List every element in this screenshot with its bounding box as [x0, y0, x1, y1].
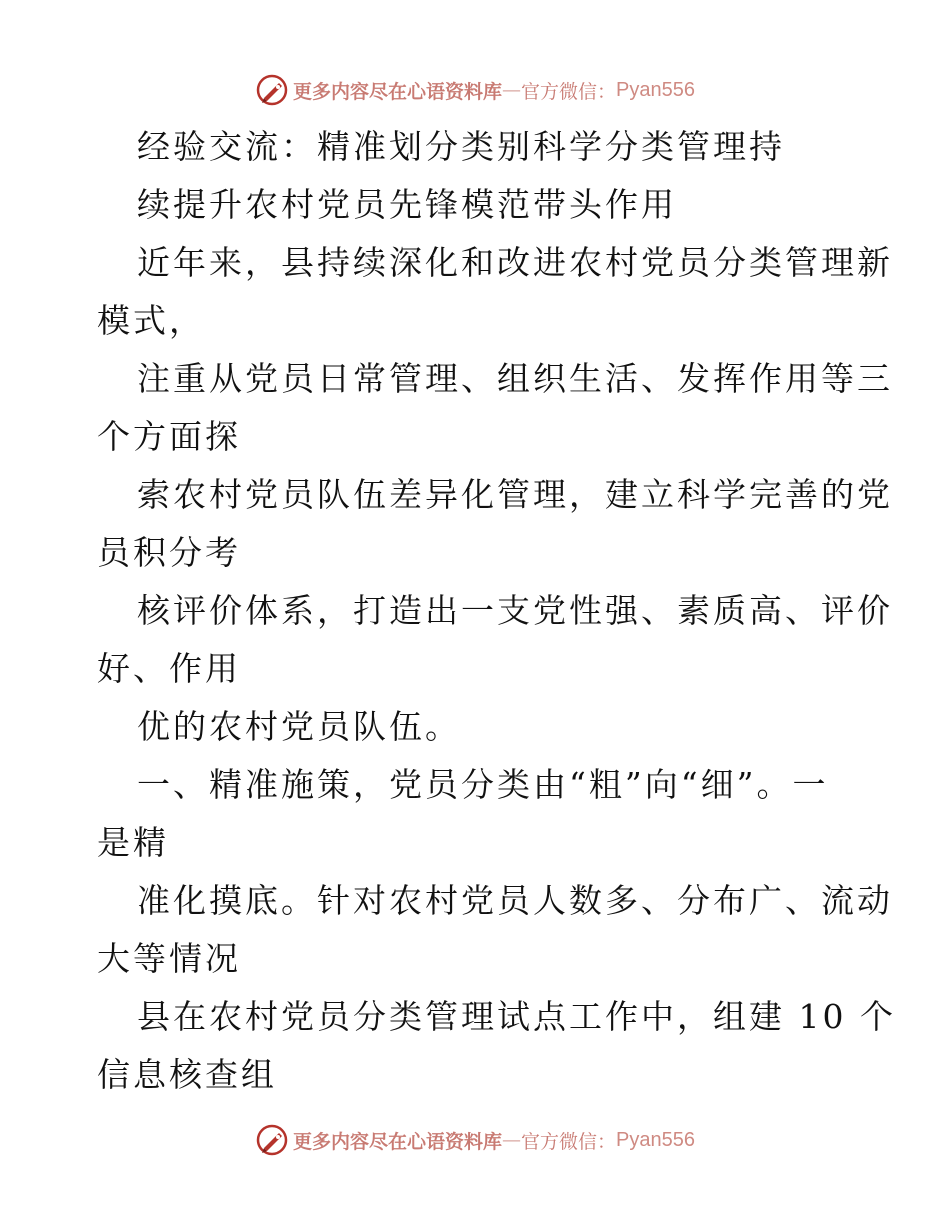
paragraph-line: 近年来，县持续深化和改进农村党员分类管理新 [137, 243, 893, 282]
banner-brand-text: 更多内容尽在心语资料库 [293, 80, 503, 103]
paragraph-line: 员积分考 [97, 533, 241, 572]
header-banner [0, 70, 950, 110]
paragraph-line: 优的农村党员队伍。 [137, 707, 461, 746]
banner-brand-text: 更多内容尽在心语资料库 [293, 1130, 503, 1153]
paragraph-line: 大等情况 [97, 939, 241, 978]
banner-wechat-id: Pyan556 [616, 78, 695, 101]
paragraph-line: 一、精准施策，党员分类由“粗”向“细”。一 [137, 765, 829, 804]
paragraph-line: 个方面探 [97, 417, 241, 456]
footer-banner [0, 1120, 950, 1160]
document-body [97, 118, 896, 1104]
paragraph-line: 注重从党员日常管理、组织生活、发挥作用等三 [137, 359, 893, 398]
banner-dash: — [502, 1129, 522, 1151]
paragraph-line: 索农村党员队伍差异化管理，建立科学完善的党 [137, 475, 893, 514]
pen-logo-icon [255, 1123, 289, 1157]
banner-wechat-label: 官方微信： [521, 80, 617, 103]
paragraph-line: 信息核查组 [97, 1055, 277, 1094]
paragraph-line: 模式， [97, 301, 205, 340]
paragraph-line: 好、作用 [97, 649, 241, 688]
pen-logo-icon [255, 73, 289, 107]
paragraph-line: 准化摸底。针对农村党员人数多、分布广、流动 [137, 881, 893, 920]
title-line-2: 续提升农村党员先锋模范带头作用 [137, 185, 677, 224]
paragraph-line: 县在农村党员分类管理试点工作中，组建 10 个 [137, 997, 896, 1036]
banner-wechat-id: Pyan556 [616, 1128, 695, 1151]
paragraph-line: 是精 [97, 823, 169, 862]
paragraph-line: 核评价体系，打造出一支党性强、素质高、评价 [137, 591, 893, 630]
title-line-1: 经验交流：精准划分类别科学分类管理持 [137, 127, 785, 166]
banner-wechat-label: 官方微信： [521, 1130, 617, 1153]
banner-dash: — [502, 79, 522, 101]
